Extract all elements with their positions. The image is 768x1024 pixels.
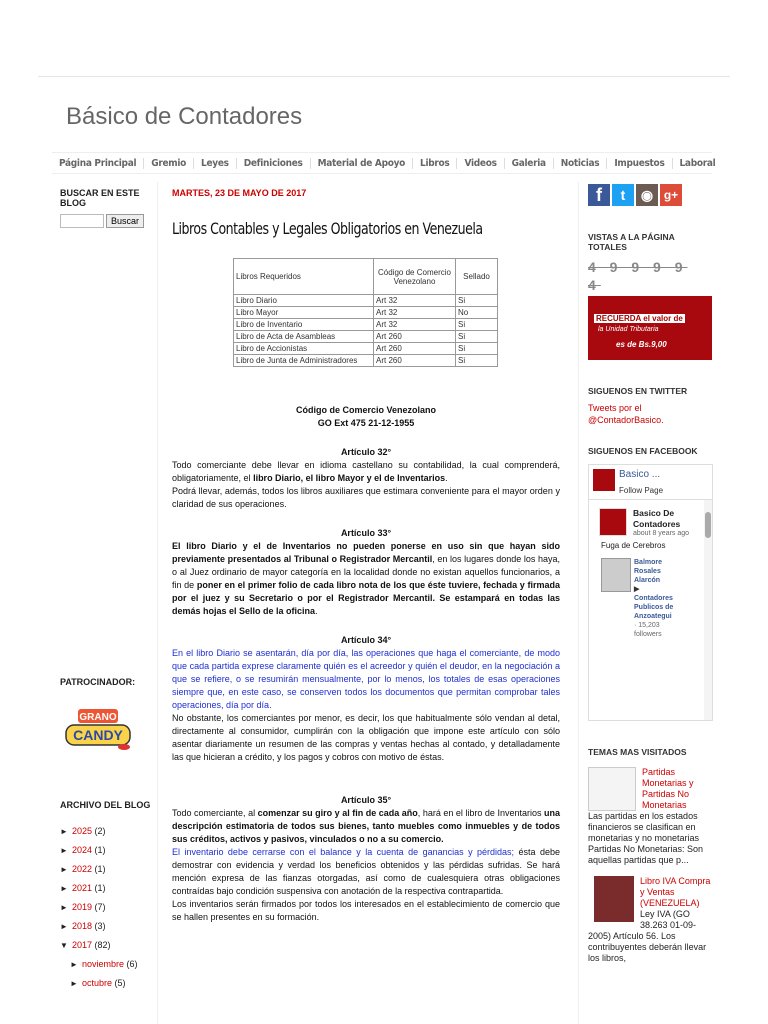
archive-count: (5) [114,978,126,988]
fb-page-logo[interactable] [593,469,615,491]
cell: Libro de Junta de Administradores [234,355,374,367]
twitter-link[interactable]: Tweets por el @ContadorBasico. [588,403,664,425]
cell: Art 32 [374,319,456,331]
fb-page-name[interactable]: Basico ... [619,469,661,480]
svg-text:GRANO: GRANO [79,712,117,723]
nav-leyes[interactable]: Leyes [194,158,237,169]
text-bold: libro Diario, el libro Mayor y el de Inventarios [253,473,446,483]
pageviews-counter-cont: 4 [588,277,601,293]
article-32-p2: Podrá llevar, además, todos los libros auxiliares que estimara conveniente para el mayor orden y claridad de sus operaciones. [172,486,560,509]
popular-title[interactable]: Libro IVA Compra y Ventas (VENEZUELA) [640,876,711,908]
archive-year-link[interactable]: 2017 [72,940,93,950]
cell: Libro de Acta de Asambleas [234,331,374,343]
left-sidebar [60,188,148,228]
text: ésta debe demostrar con evidencia y verdad los beneficios obtenidos y las pérdidas sufridas. Se hará mención expresa de las fianzas otorgadas, así como de cualesquiera otras obligaciones contraídas bajo condición suspensiva con anotación de la respectiva contrapartida. [172,847,560,896]
table-row [234,319,498,331]
archive-month-link[interactable]: noviembre [82,959,125,969]
blog-archive [60,800,155,993]
article-33-title: Artículo 33° [340,528,392,538]
nav-laboral[interactable]: Laboral [679,157,716,169]
fb-post-header [589,500,712,537]
archive-year-link[interactable]: 2021 [72,883,93,893]
article-34-p1: En el libro Diario se asentarán, día por día, las operaciones que haga el comerciante, de modo que cada partida exprese claramente quién es el acreedor y quién el deudor, en la negociación a que se refiere, o se resumirán mensualmente, por lo menos, los totales de esas operaciones siempre que, en este caso, se conserven todos los documentos que permitan comprobar tales operaciones, día por día. [172,648,560,710]
search-button[interactable]: Buscar [106,214,144,228]
avatar [601,558,631,592]
post [160,188,578,239]
text-bold: poner en el primer folio de cada libro nota de los que éste tuviere, fechada y firmada por el juez y su Secretario o por el Registrador Mercantil. Se estampará en todas las demás hojas el Sello de la oficina [172,580,560,616]
cell: Art 260 [374,355,456,367]
twitter-heading: SIGUENOS EN TWITTER [588,386,688,396]
archive-count: (82) [94,940,111,950]
facebook-heading: SIGUENOS EN FACEBOOK [588,446,698,456]
right-sidebar [588,182,713,964]
fb-shared-text [634,558,674,639]
header-divider [38,76,730,77]
fb-post-author[interactable]: Basico De Contadores [633,508,681,529]
popular-excerpt: Las partidas en los estados financieros se clasifican en monetarias y no monetarias Partidas No Monetarias: Son aquellas partidas que p... [588,811,704,865]
archive-year-2018[interactable] [60,917,155,936]
post-title[interactable]: Libros Contables y Legales Obligatorios en Venezuela [172,220,483,239]
table-row [234,343,498,355]
code-title: Código de Comercio Venezolano [295,405,437,415]
cell: Libro de Accionistas [234,343,374,355]
archive-count: (6) [126,959,138,969]
article-35-p3: Los inventarios serán firmados por todos los interesados en el establecimiento de comercio que se hallen presentes en su formación. [172,899,560,922]
archive-year-link[interactable]: 2022 [72,864,93,874]
article-34-title: Artículo 34° [340,635,392,645]
popular-thumbnail[interactable] [594,876,634,922]
article-34-p2: No obstante, los comerciantes por menor, es decir, los que habitualmente sólo vendan al detal, directamente al consumidor, cumplirán con la obligación que impone este artículo con sólo asentar diariamente un resumen de las compras y ventas hechas al contado, y detalladamente las que hicieran a crédito, y los pagos y cobros con motivo de éstas. [172,713,560,762]
cell: Art 32 [374,307,456,319]
nav-impuestos[interactable]: Impuestos [607,158,672,169]
fb-header [589,465,712,500]
article-32-p1 [172,459,560,485]
popular-title[interactable]: Partidas Monetarias y Partidas No Monetarias [642,767,694,810]
article-33-p1 [172,540,560,618]
table-header-row [234,259,498,295]
search-input[interactable] [60,214,104,228]
archive-list [60,822,155,993]
table-row [234,295,498,307]
nav-galeria[interactable]: Galeria [505,158,554,169]
col-header: Código de Comercio Venezolano [374,259,456,295]
popular-heading: TEMAS MAS VISITADOS [588,747,687,757]
fb-shared-author[interactable]: Balmore Rosales Alarcón [634,559,663,584]
nav-noticias[interactable]: Noticias [554,158,608,169]
cell: Si [456,343,498,355]
cell: Libro Diario [234,295,374,307]
twitter-icon[interactable]: t [612,184,634,206]
article-35-title: Artículo 35° [340,795,392,805]
facebook-icon[interactable]: f [588,184,610,206]
popular-post [588,767,713,866]
table-row [234,307,498,319]
archive-year-2022[interactable] [60,860,155,879]
archive-year-2019[interactable] [60,898,155,917]
text: . [445,473,448,483]
nav-libros[interactable]: Libros [413,158,457,169]
col-header: Libros Requeridos [234,259,374,295]
fb-post-time: about 8 years ago [633,530,690,537]
blog-title[interactable]: Básico de Contadores [66,103,303,130]
text-bold: una descripción estimatoria de todos sus bienes, tanto muebles como inmuebles y de todos sus créditos, activos y pasivos, vinculados o no a su comercio. [172,808,561,844]
expand-arrow-icon[interactable]: ► [60,903,68,912]
expand-arrow-icon[interactable]: ► [60,827,68,836]
archive-month-noviembre[interactable] [60,955,155,974]
archive-count: (3) [94,921,106,931]
article-35-p2 [172,846,560,898]
text: , en los lugares donde los haya, o al Juez ordinario de mayor categoría en la localidad donde no existan aquellos funcionarios, a fin de [172,554,560,590]
svg-text:CANDY: CANDY [73,727,123,743]
fb-post-text: Fuga de Cerebros [601,541,666,550]
play-arrow-icon: ▶ [634,586,640,593]
nav-definiciones[interactable]: Definiciones [237,158,311,169]
table-row [234,355,498,367]
nav-pagina-principal[interactable]: Página Principal [52,158,144,169]
banner-line-1: RECUERDA el valor de [596,314,683,323]
post-date: MARTES, 23 DE MAYO DE 2017 [172,188,307,198]
archive-year-2024[interactable] [60,841,155,860]
collapse-arrow-icon[interactable]: ▼ [60,941,68,950]
archive-year-link[interactable]: 2024 [72,845,93,855]
cell: Art 32 [374,295,456,307]
fb-scrollbar-thumb[interactable] [705,512,711,538]
popular-post [588,876,713,964]
text-bold: comenzar su giro y al fin de cada año [257,808,418,818]
archive-month-octubre[interactable] [60,974,155,993]
archive-count: (1) [94,845,106,855]
expand-arrow-icon[interactable]: ► [60,884,68,893]
article-32-title: Artículo 32° [340,447,392,457]
text-blue: El inventario debe cerrarse con el balance y la cuenta de ganancias y pérdidas; [172,847,515,857]
cell: Si [456,319,498,331]
facebook-widget [588,464,713,721]
fb-follow-button[interactable]: Follow Page [619,486,664,495]
cell: Art 260 [374,331,456,343]
archive-count: (7) [94,902,106,912]
top-navigation [52,152,716,174]
text: Todo comerciante, al [172,808,258,818]
table-row [234,331,498,343]
archive-year-2025[interactable] [60,822,155,841]
search-form [60,214,148,228]
cell: Libro Mayor [234,307,374,319]
grano-candy-logo[interactable] [64,707,132,753]
popular-thumbnail[interactable] [588,767,636,811]
fb-shared-post[interactable] [589,554,712,643]
expand-arrow-icon[interactable]: ► [60,922,68,931]
sponsor-heading: PATROCINADOR: [60,677,136,687]
col-header: Sellado [456,259,498,295]
nav-videos[interactable]: Videos [457,158,504,169]
archive-heading: ARCHIVO DEL BLOG [60,800,151,810]
text: . [315,606,318,616]
text-bold: El libro Diario y el de Inventarios no pueden ponerse en uso sin que hayan sido previamente presentados al Tribunal o Registrador Mercantil [172,541,560,564]
pageviews-counter: 4 9 9 9 9 [588,259,688,275]
expand-arrow-icon[interactable]: ► [60,846,68,855]
banner-line-3: es de Bs.9,00 [616,340,667,349]
popular-excerpt: Ley IVA (GO 38.263 01-09-2005) Artículo 56. Los contribuyentes deberán llevar los libros, [588,909,707,963]
archive-year-2021[interactable] [60,879,155,898]
expand-arrow-icon[interactable]: ► [60,865,68,874]
cell: Art 260 [374,343,456,355]
expand-arrow-icon[interactable]: ► [70,979,78,988]
fb-followers: · 15,203 followers [634,622,662,638]
code-subtitle: GO Ext 475 21-12-1955 [317,418,415,428]
article-35-p1 [172,807,560,846]
archive-count: (1) [94,864,106,874]
expand-arrow-icon[interactable]: ► [70,960,78,969]
cell: No [456,307,498,319]
cell: Si [456,355,498,367]
pageviews-heading: VISTAS A LA PÁGINA TOTALES [588,232,675,252]
social-icons [588,184,713,206]
google-plus-icon[interactable]: g+ [660,184,682,206]
avatar[interactable] [599,508,627,536]
nav-material-de-apoyo[interactable]: Material de Apoyo [311,158,413,169]
post-body [172,404,560,924]
column-divider-right [578,182,579,1024]
fb-feed[interactable] [589,500,712,720]
archive-month-link[interactable]: octubre [82,978,113,988]
archive-year-link[interactable]: 2018 [72,921,93,931]
cell: Si [456,295,498,307]
archive-year-2017[interactable] [60,936,155,955]
instagram-icon[interactable]: ◉ [636,184,658,206]
archive-year-link[interactable]: 2025 [72,826,93,836]
text: Todo comerciante debe llevar en idioma castellano su contabilidad, la cual comprenderá, obligatoriamente, el [172,460,560,483]
search-heading: BUSCAR EN ESTE BLOG [60,188,140,208]
text: , hará en el libro de Inventarios [417,808,544,818]
unidad-tributaria-banner[interactable] [588,296,712,360]
archive-count: (1) [94,883,106,893]
column-divider-left [157,182,158,1024]
archive-year-link[interactable]: 2019 [72,902,93,912]
fb-shared-target[interactable]: Contadores Publicos de Anzoategui [634,595,674,620]
archive-count: (2) [94,826,106,836]
cell: Si [456,331,498,343]
banner-line-2: la Unidad Tributaria [598,326,659,333]
books-table [233,258,498,367]
nav-gremio[interactable]: Gremio [144,158,194,169]
cell: Libro de Inventario [234,319,374,331]
